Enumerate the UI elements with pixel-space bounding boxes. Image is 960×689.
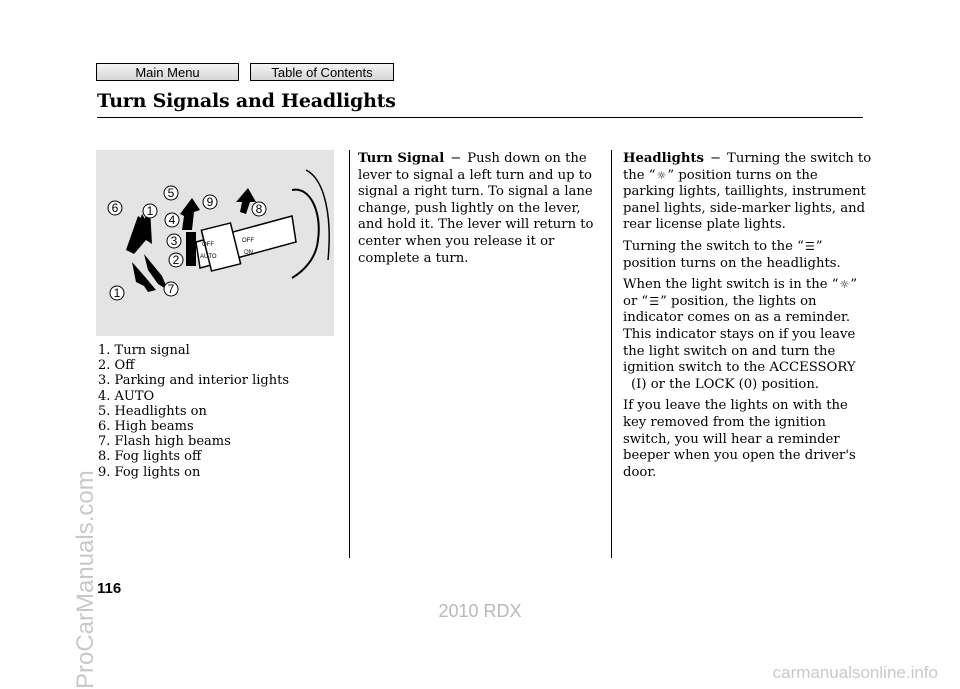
switch-position-marker — [186, 232, 196, 266]
headlights-text: When the light switch is in the “ — [623, 277, 839, 293]
footer-model: 2010 RDX — [438, 601, 522, 621]
callout-5: 5 — [167, 186, 175, 200]
legend-item: 1. Turn signal — [98, 343, 190, 358]
headlights-paragraph-3 — [623, 277, 873, 393]
legend-item: 8. Fog lights off — [98, 449, 202, 465]
legend-item: 2. Off — [98, 358, 135, 374]
switch-label-auto: AUTO — [200, 254, 217, 260]
callout-6: 6 — [111, 201, 119, 215]
legend-item: 4. AUTO — [98, 388, 155, 404]
headlights-section — [623, 151, 873, 486]
turn-signal-lever-figure — [96, 150, 334, 336]
heading-dash: − — [450, 151, 462, 166]
callout-3: 3 — [170, 234, 178, 248]
callout-1-bottom: 1 — [113, 286, 121, 300]
headlights-paragraph-4: If you leave the lights on with the key removed from the ignition switch, you will hear a reminder beeper when you open the driver's door. — [623, 398, 856, 480]
headlights-text: ” position turns on the parking lights, taillights, instrument panel lights, side-marker lights, and rear license plate lights. — [623, 167, 866, 233]
page-title: Turn Signals and Headlights — [97, 90, 396, 112]
title-divider — [97, 117, 863, 118]
legend-item: 9. Fog lights on — [98, 464, 201, 480]
switch-label-off: OFF — [202, 242, 214, 248]
headlights-text: ” or “ — [623, 277, 858, 309]
vertical-watermark: ProCarManuals.com — [72, 470, 99, 689]
callout-8: 8 — [255, 202, 263, 216]
headlight-icon: ☰ — [804, 239, 815, 253]
main-menu-button[interactable]: Main Menu — [96, 63, 239, 81]
headlights-paragraph-2 — [623, 239, 873, 272]
headlights-heading: Headlights — [623, 151, 704, 166]
headlights-text: ” position, the lights on indicator comes on as a reminder. This indicator stays on if you leave the light switch on and turn the ignition switch to the ACCESSORY — [623, 293, 856, 376]
headlight-icon: ☰ — [649, 294, 660, 308]
heading-dash: − — [709, 151, 722, 166]
legend-item: 3. Parking and interior lights — [98, 373, 290, 389]
headlights-text: (I) or the LOCK (0) position. — [631, 376, 819, 392]
callout-9: 9 — [206, 195, 214, 209]
column-divider — [349, 150, 350, 558]
headlights-text: ” position turns on the headlights. — [623, 238, 841, 271]
legend-item: 5. Headlights on — [98, 403, 207, 419]
turn-signal-body: Push down on the lever to signal a left turn and up to signal a right turn. To signal a lane change, push lightly on the lever, and hold it. The lever will return to center when you release it or complete a turn. — [358, 151, 594, 266]
turn-signal-heading: Turn Signal — [358, 151, 445, 166]
headlights-on-arrow — [180, 198, 200, 230]
lever-illustration — [96, 150, 334, 336]
page-number: 116 — [97, 580, 122, 597]
callout-1-top: 1 — [146, 204, 154, 218]
figure-legend — [98, 343, 289, 480]
callout-7: 7 — [167, 282, 175, 296]
steering-column-outline — [292, 190, 319, 278]
fog-label-off: OFF — [242, 238, 254, 244]
parking-light-icon: ☼ — [839, 278, 850, 292]
bottom-watermark: carmanualsonline.info — [772, 663, 938, 682]
callout-2: 2 — [172, 253, 180, 267]
turn-signal-section — [358, 151, 604, 272]
legend-item: 7. Flash high beams — [98, 434, 231, 450]
headlights-text: Turning the switch to the “ — [623, 238, 804, 254]
legend-item: 6. High beams — [98, 419, 194, 435]
table-of-contents-button[interactable]: Table of Contents — [250, 63, 394, 81]
turn-signal-paragraph — [358, 151, 604, 267]
fog-label-on: ON — [244, 250, 253, 256]
headlights-paragraph-1 — [623, 151, 873, 234]
column-divider — [611, 150, 612, 558]
headlights-text: Turning the switch to the “ — [623, 151, 872, 183]
callout-4: 4 — [168, 213, 176, 227]
parking-light-icon: ☼ — [656, 168, 667, 182]
